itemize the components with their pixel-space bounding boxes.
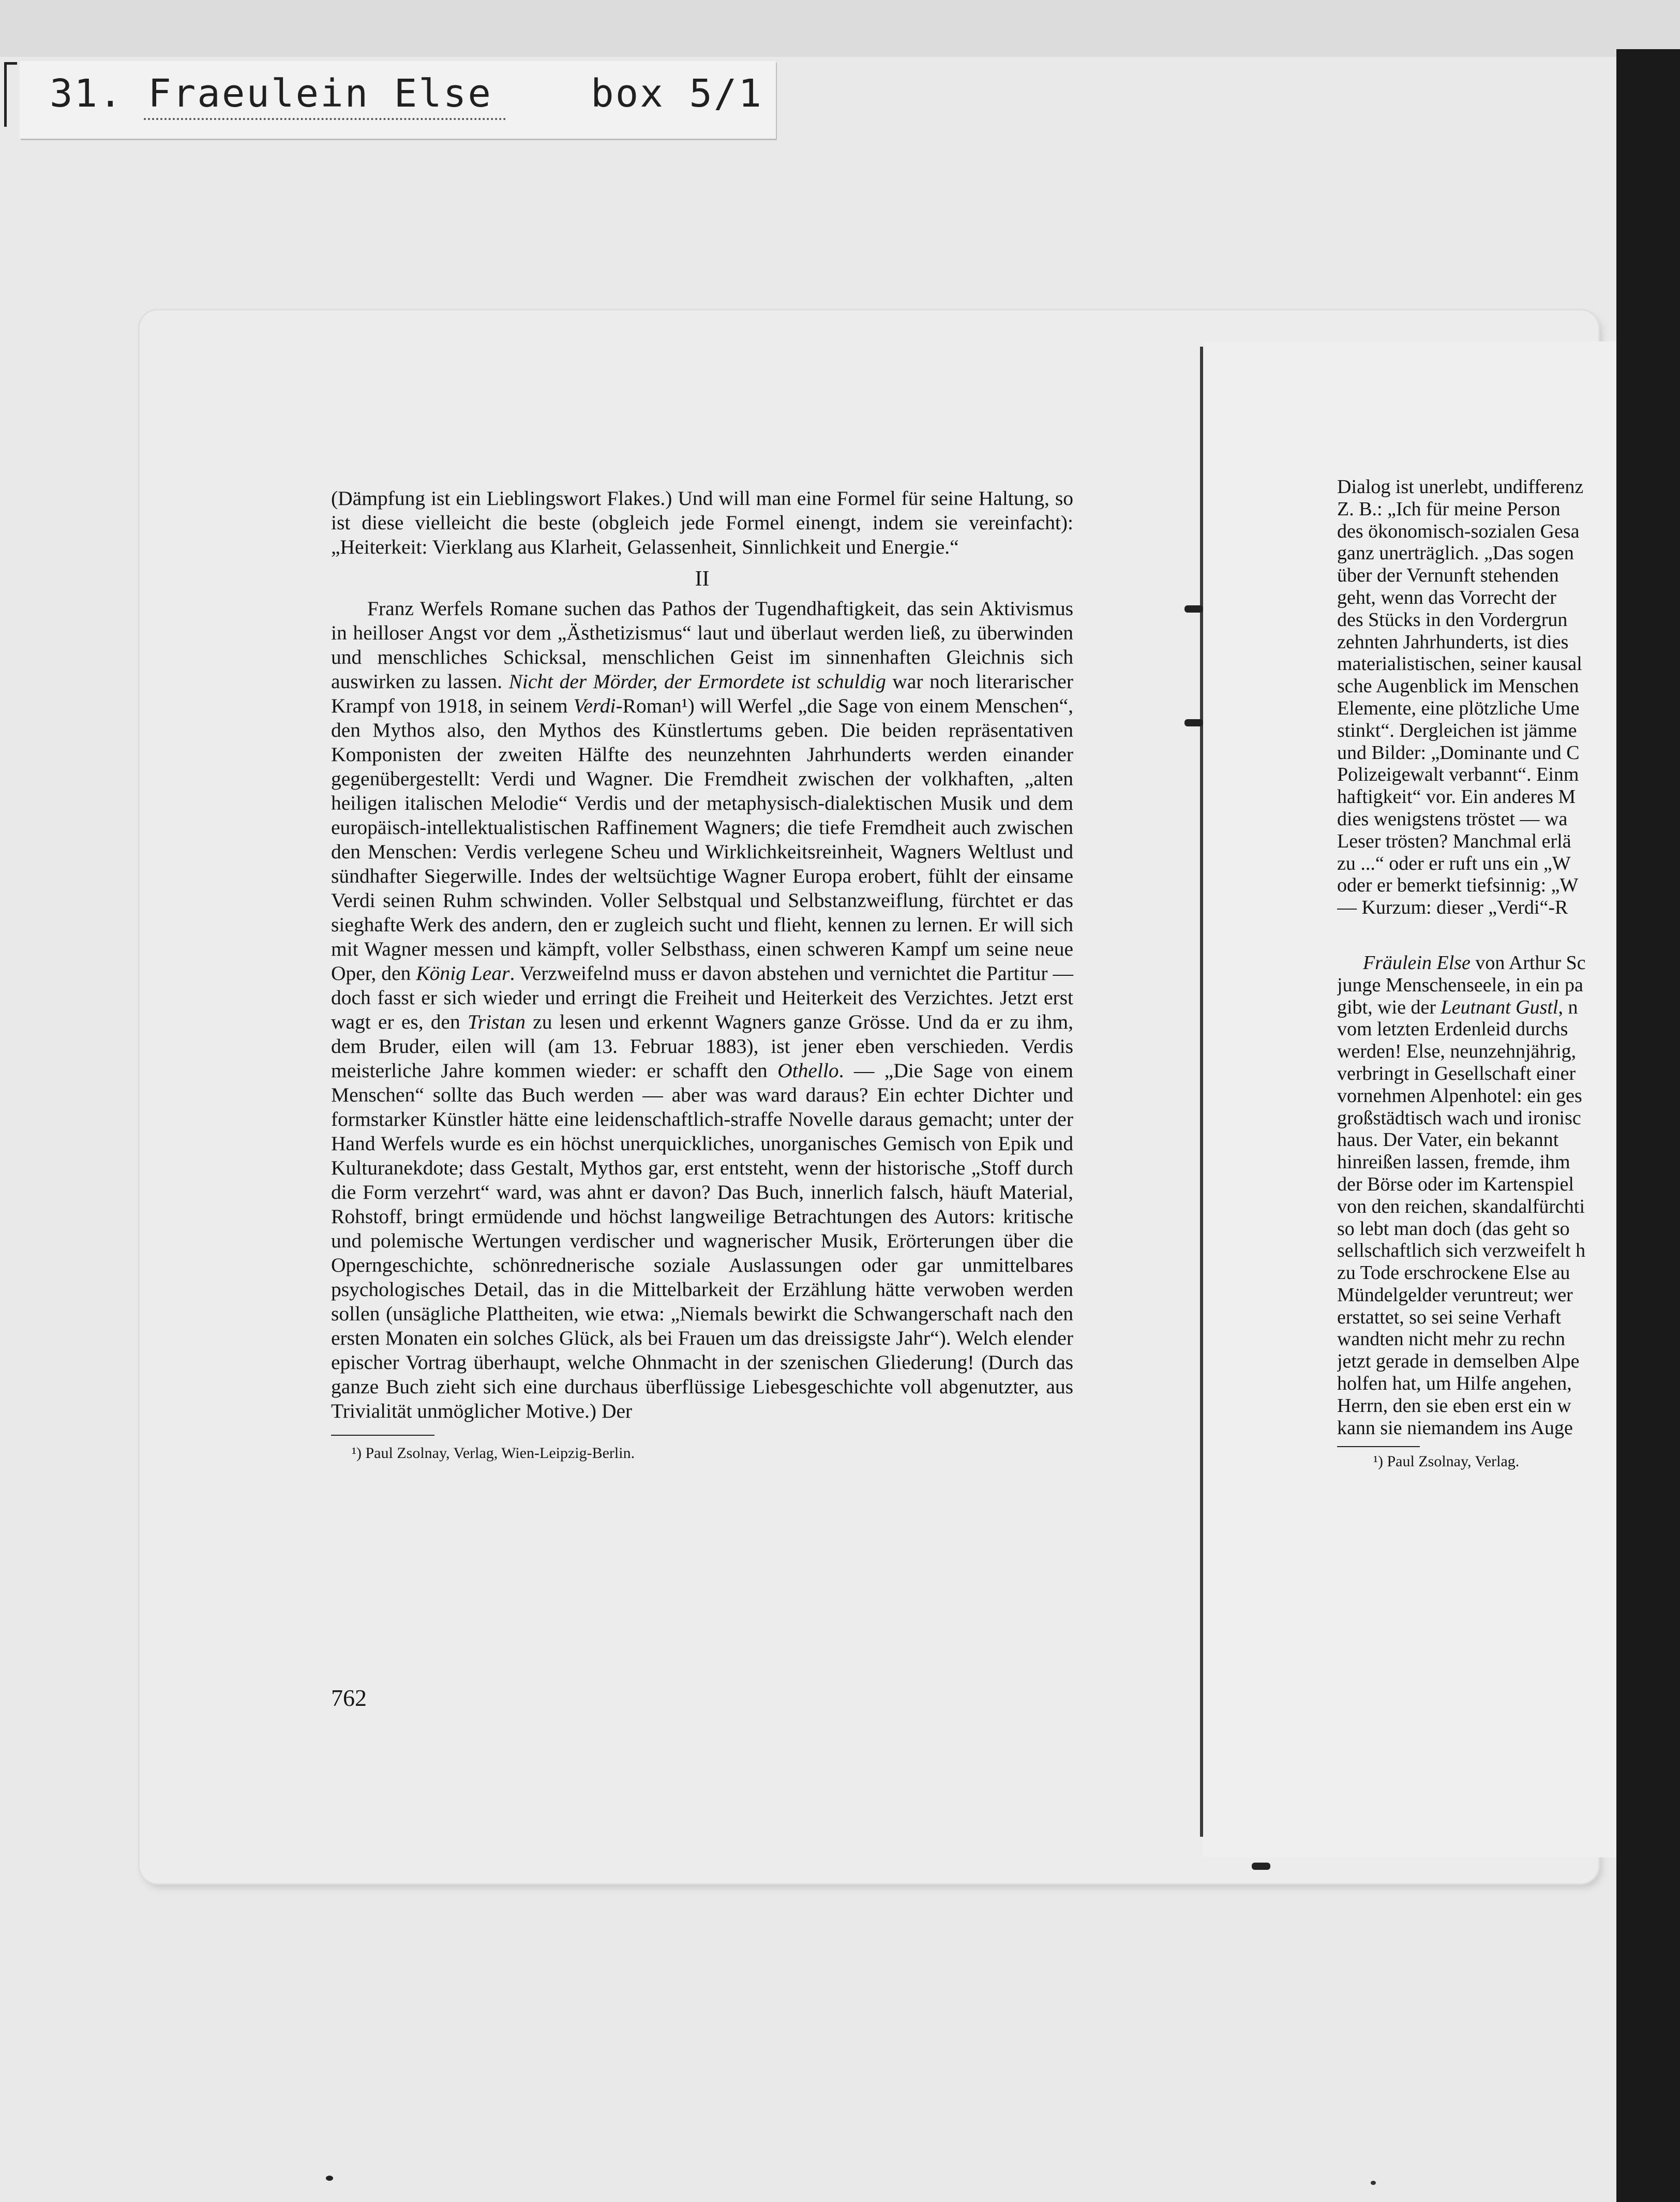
text-line (1337, 1306, 1616, 1329)
scan-edge (1616, 49, 1680, 2202)
scan-background (0, 0, 1680, 57)
text-run: erstattet, so sei seine Verhaft (1337, 1306, 1561, 1328)
italic-title: Leutnant Gustl (1441, 996, 1558, 1018)
right-text-top (1337, 476, 1616, 919)
text-line: — Kurzum: dieser „Verdi“-R (1337, 897, 1568, 919)
text-line: oder er bemerkt tiefsinnig: „W (1337, 874, 1579, 897)
text-line: Z. B.: „Ich für meine Person (1337, 498, 1561, 520)
dust-speck (326, 2176, 333, 2181)
right-page-text (1337, 476, 1616, 1471)
footnote-rule (1337, 1446, 1420, 1447)
footnote: ¹) Paul Zsolnay, Verlag. (1373, 1453, 1520, 1470)
page-divider (1200, 347, 1203, 1837)
text-line: zehnten Jahrhunderts, ist dies (1337, 631, 1569, 653)
text-line (1337, 974, 1616, 996)
text-line: zu ...“ oder er ruft uns ein „W (1337, 852, 1571, 874)
text-run: . — „Die Sage von einem Menschen“ sollte das Buch werden — aber was ward daraus? Ein echter Dichter und formstarker Künstler hätte eine leidenschaftlich-straffe Novelle daraus gemacht; unter der Hand Werfels wurde es ein höchst unerquickliches, unorganisches Gemisch von Epik und Kulturanekdote; dass Gestalt, Mythos gar, erst entsteht, wenn der historische „Stoff durch die Form verzehrt“ ward, was ahnt er davon? Das Buch, innerlich falsch, häuft Material, Rohstoff, bringt ermüdende und höchst langweilige Betrachtungen des Autors: kritische und polemische Wertungen verdischer und wagnerischer Musik, Erörterungen über die Operngeschichte, schönrednerische soziale Auslassungen oder gar unmittelbares psychologisches Detail, das in die Mittelbarkeit der Erzählung hätte verwoben werden sollen (unsägliche Plattheiten, wie etwa: „Niemals bewirkt die Schwangerschaft nach den ersten Monaten ein solches Glück, als bei Frauen um das dreissigste Jahr“). Welch elender epischer Vortrag überhaupt, welche Ohnmacht in der szenischen Gliederung! (Durch das ganze Buch zieht sich eine durchaus überflüssige Liebesgeschichte voll abgenutzter, aus Trivialität unmöglicher Motive.) Der (331, 1059, 1074, 1422)
text-line: Elemente, eine plötzliche Ume (1337, 697, 1580, 719)
intro-paragraph (331, 486, 1073, 559)
main-paragraph (331, 597, 1073, 1423)
paragraph: (Dämpfung ist ein Lieblingswort Flakes.) Und will man eine Formel für seine Haltung, so ist diese vielleicht die beste (obgleich jede Formel einengt, indem sie vereinfacht): „Heiterkeit: Vierklang aus Klarheit, Gelassenheit, Sinnlichkeit und Energie.“ (331, 487, 1073, 558)
text-line (1337, 1240, 1616, 1262)
staple-mark (1252, 1863, 1270, 1870)
text-run: zu Tode erschrockene Else au (1337, 1262, 1570, 1284)
text-run: werden! Else, neunzehnjährig, (1337, 1040, 1577, 1063)
section-number: II (695, 567, 710, 591)
text-line (1337, 1063, 1616, 1085)
dust-speck (1371, 2181, 1376, 2185)
label-underline (144, 118, 506, 120)
text-line: ganz unerträglich. „Das sogen (1337, 542, 1574, 564)
text-run: großstädtisch wach und ironisc (1337, 1107, 1581, 1129)
right-text-bottom (1337, 952, 1616, 1439)
text-run: von den reichen, skandalfürchti (1337, 1195, 1585, 1217)
text-run: holfen hat, um Hilfe angehen, (1337, 1373, 1572, 1395)
text-run: gibt, wie der (1337, 996, 1441, 1018)
text-run: Herrn, den sie eben erst ein w (1337, 1394, 1571, 1417)
footnote-rule (331, 1435, 434, 1436)
text-line (1337, 1085, 1616, 1107)
text-line (1337, 1040, 1616, 1063)
text-line (1337, 1373, 1616, 1395)
text-line: haftigkeit“ vor. Ein anderes M (1337, 786, 1576, 808)
text-line (1337, 1417, 1616, 1439)
italic-title: Nicht der Mörder, der Ermordete ist schuldig (508, 670, 886, 693)
italic-title: Tristan (468, 1010, 526, 1033)
text-line: stinkt“. Dergleichen ist jämme (1337, 719, 1577, 741)
text-line: dies wenigstens tröstet — wa (1337, 808, 1568, 830)
text-run: junge Menschenseele, in ein pa (1337, 974, 1583, 996)
italic-title: Othello (777, 1059, 839, 1082)
footnote: ¹) Paul Zsolnay, Verlag, Wien-Leipzig-Berlin. (352, 1445, 635, 1462)
text-run: wandten nicht mehr zu rechn (1337, 1328, 1566, 1350)
text-line (1337, 952, 1616, 974)
text-line (1337, 1151, 1616, 1173)
text-run: der Börse oder im Kartenspiel (1337, 1173, 1574, 1195)
archive-label (20, 61, 776, 139)
italic-title: König Lear (416, 962, 510, 985)
archive-label-text: 31. Fraeulein Else box 5/1 (50, 71, 763, 116)
text-run: vom letzten Erdenleid durchs (1337, 1018, 1568, 1040)
text-run: kann sie niemandem ins Auge (1337, 1417, 1573, 1439)
text-run: jetzt gerade in demselben Alpe (1337, 1350, 1580, 1373)
text-run: sellschaftlich sich verzweifelt h (1337, 1240, 1586, 1262)
text-run: zu lesen und erkennt Wagners ganze Grösse. Und da er zu ihm, dem Bruder, eilen will (am 13. Februar 1883), ist jener eben verschieden. Verdis meisterliche Jahre kommen wieder: er schafft den (331, 1010, 1074, 1082)
italic-title: Verdi (573, 694, 616, 717)
text-line: über der Vernunft stehenden (1337, 564, 1559, 587)
text-line (1337, 1350, 1616, 1373)
text-line (1337, 1284, 1616, 1306)
text-run: haus. Der Vater, ein bekannt (1337, 1129, 1559, 1151)
text-line: Dialog ist unerlebt, undifferenz (1337, 476, 1584, 498)
text-line (1337, 1129, 1616, 1151)
text-line: des ökonomisch-sozialen Gesa (1337, 520, 1580, 542)
page-number: 762 (331, 1685, 367, 1711)
text-run: hinreißen lassen, fremde, ihm (1337, 1151, 1570, 1173)
text-line (1337, 1262, 1616, 1284)
staple-mark (1184, 605, 1203, 613)
text-run: verbringt in Gesellschaft einer (1337, 1062, 1576, 1084)
text-line: materialistischen, seiner kausal (1337, 653, 1582, 675)
text-line: des Stücks in den Vordergrun (1337, 608, 1568, 631)
text-line: Leser trösten? Manchmal erlä (1337, 830, 1571, 852)
text-run: vornehmen Alpenhotel: ein ges (1337, 1084, 1582, 1107)
text-run: war noch literarischer Krampf von 1918, in seinem (331, 670, 1073, 717)
text-line (1337, 1018, 1616, 1040)
text-run: so lebt man doch (das geht so (1337, 1217, 1570, 1240)
text-line (1337, 1395, 1616, 1417)
text-run: , n (1558, 996, 1578, 1018)
text-line (1337, 1328, 1616, 1350)
text-run: von Arthur Sc (1470, 951, 1586, 974)
text-line: geht, wenn das Vorrecht der (1337, 586, 1556, 608)
text-line: sche Augenblick im Menschen (1337, 675, 1579, 697)
text-run: . Verzweifelnd muss er davon abstehen und vernichtet die Partitur — doch fasst er sich wieder und erringt die Freiheit und Heiterkeit des Verzichtes. Jetzt erst wagt er es, den (331, 962, 1073, 1033)
text-run: -Roman¹) will Werfel „die Sage von einem Menschen“, den Mythos also, den Mythos des Künstlertums geben. Die beiden repräsentativen Komponisten der zweiten Hälfte des neunzehnten Jahrhunderts werden einander gegenübergestellt: Verdi und Wagner. Die Fremdheit zwischen der volkhaften, „alten heiligen italischen Melodie“ Verdis und der metaphysisch-dialektischen Musik und dem europäisch-intellektualistischen Raffinement Wagners; die tiefe Fremdheit auch zwischen den Menschen: Verdis verlegene Scheu und Wirklichkeitsreinheit, Wagners Weltlust und sündhafter Siegerwille. Indes der weltsüchtige Wagner Europa erobert, fühlt der einsame Verdi seinen Ruhm schwinden. Voller Selbstqual und Selbstanzweiflung, fürchtet er das sieghafte Werk des andern, den er zugleich sucht und flieht, kennen zu lernen. Er will sich mit Wagner messen und kämpft, voller Selbsthass, einen schweren Kampf um seine neue Oper, den (331, 694, 1073, 985)
text-line (1337, 996, 1616, 1019)
text-line (1337, 1196, 1616, 1218)
text-line: Polizeigewalt verbannt“. Einm (1337, 764, 1579, 786)
text-line (1337, 1218, 1616, 1240)
text-run: Franz Werfels Romane suchen das Pathos der Tugendhaftigkeit, das sein Aktivismus in heilloser Angst vor dem „Ästhetizismus“ laut und überlaut werden ließ, zu überwinden und menschliches Schicksal, menschlichen Geist im sinnenhaften Gleichnis sich auswirken zu lassen. (331, 597, 1073, 693)
text-line (1337, 1107, 1616, 1129)
text-line (1337, 1173, 1616, 1196)
italic-title: Fräulein Else (1363, 951, 1471, 974)
left-page (331, 486, 1073, 1744)
paragraph (331, 597, 1073, 1423)
text-line: und Bilder: „Dominante und C (1337, 741, 1580, 764)
corner-bracket (4, 62, 17, 127)
staple-mark (1184, 719, 1203, 726)
text-run: Mündelgelder veruntreut; wer (1337, 1284, 1573, 1306)
